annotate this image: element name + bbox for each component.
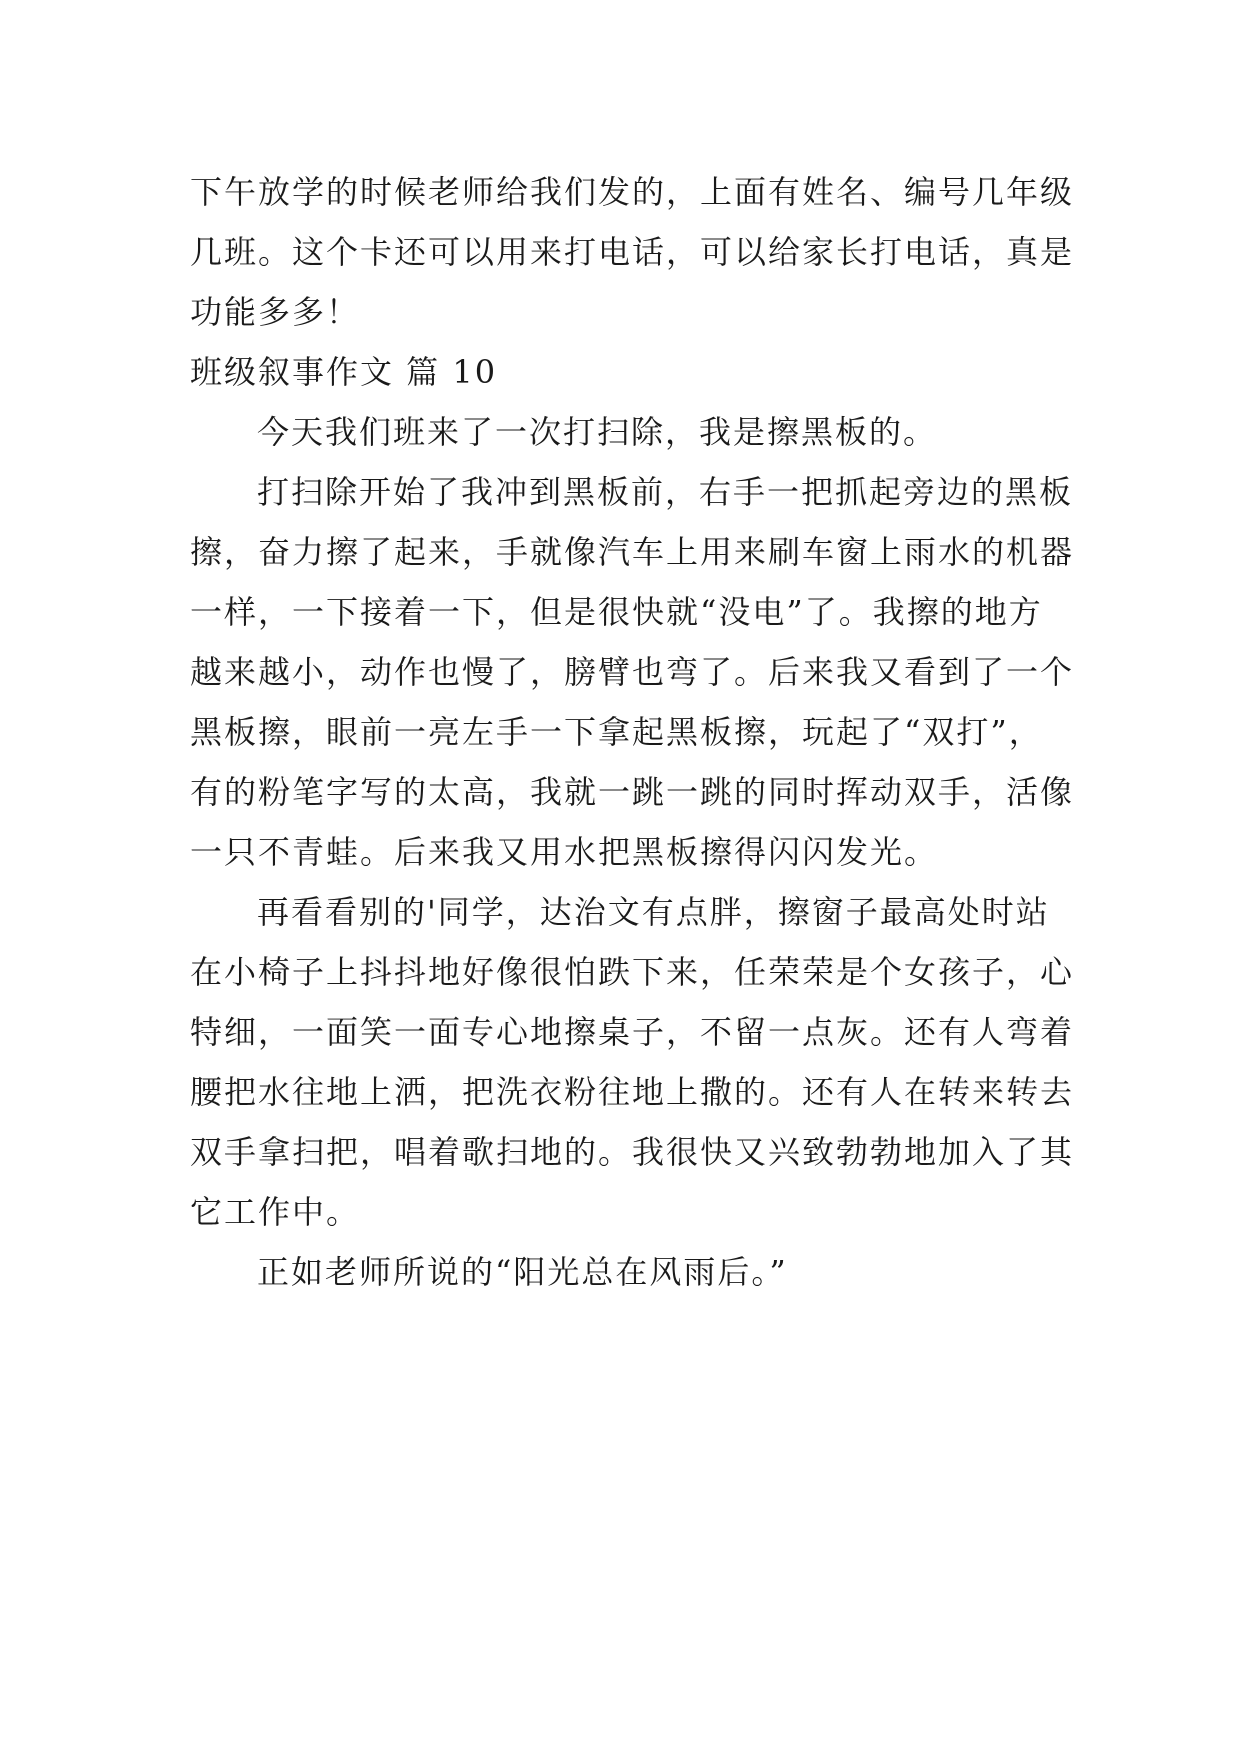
text-line: 黑板擦，眼前一亮左手一下拿起黑板擦，玩起了“双打”， <box>190 713 1043 751</box>
paragraph-first-line: 再看看别的'同学，达治文有点胖，擦窗子最高处时站 <box>257 893 1050 931</box>
text-line: 它工作中。 <box>190 1193 361 1231</box>
text-line: 几班。这个卡还可以用来打电话，可以给家长打电话，真是 <box>190 233 1075 271</box>
text-line: 在小椅子上抖抖地好像很怕跌下来，任荣荣是个女孩子，心 <box>190 953 1075 991</box>
paragraph-first-line: 正如老师所说的“阳光总在风雨后。” <box>257 1253 788 1291</box>
text-line: 越来越小，动作也慢了，膀臂也弯了。后来我又看到了一个 <box>190 653 1075 691</box>
document-page <box>190 162 1075 1302</box>
text-line: 特细，一面笑一面专心地擦桌子，不留一点灰。还有人弯着 <box>190 1013 1075 1051</box>
text-line: 擦，奋力擦了起来，手就像汽车上用来刷车窗上雨水的机器 <box>190 533 1075 571</box>
text-line: 一只不青蛙。后来我又用水把黑板擦得闪闪发光。 <box>190 833 939 871</box>
text-line: 一样，一下接着一下，但是很快就“没电”了。我擦的地方 <box>190 593 1043 631</box>
text-line: 有的粉笔字写的太高，我就一跳一跳的同时挥动双手，活像 <box>190 773 1075 811</box>
section-heading: 班级叙事作文 篇 10 <box>190 353 498 391</box>
text-line: 双手拿扫把，唱着歌扫地的。我很快又兴致勃勃地加入了其 <box>190 1133 1075 1171</box>
text-line: 下午放学的时候老师给我们发的，上面有姓名、编号几年级 <box>190 173 1075 211</box>
paragraph-first-line: 打扫除开始了我冲到黑板前，右手一把抓起旁边的黑板 <box>257 473 1074 511</box>
text-line: 功能多多！ <box>190 293 361 331</box>
paragraph-first-line: 今天我们班来了一次打扫除，我是擦黑板的。 <box>257 413 938 451</box>
text-line: 腰把水往地上洒，把洗衣粉往地上撒的。还有人在转来转去 <box>190 1073 1075 1111</box>
